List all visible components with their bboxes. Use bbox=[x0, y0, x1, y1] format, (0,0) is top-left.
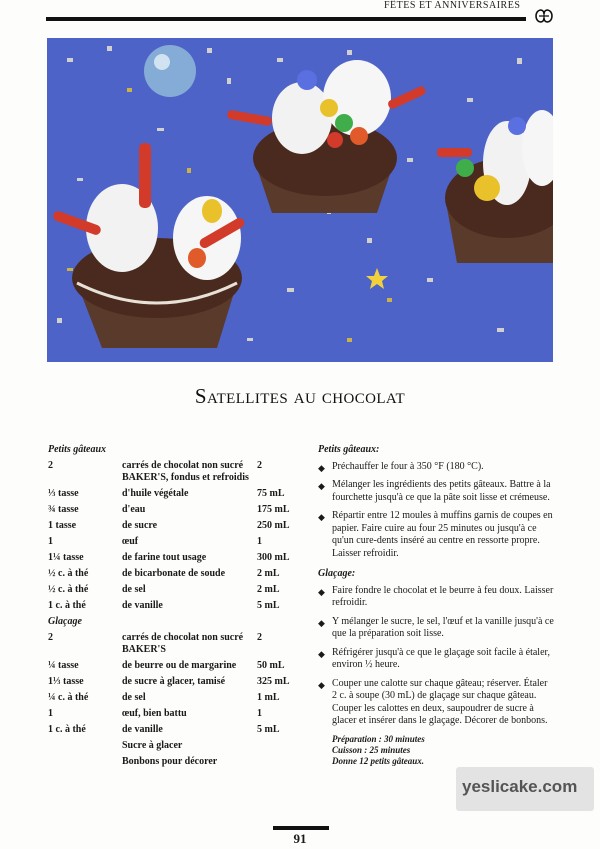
ingredient-name: œuf, bien battu bbox=[122, 708, 187, 719]
ingredient-qty: ½ c. à thé bbox=[48, 584, 89, 595]
step-text: Y mélanger le sucre, le sel, l'œuf et la vanille jusqu'à ce que la préparation soit lisse. bbox=[332, 615, 554, 639]
ingredient-qty: 1 c. à thé bbox=[48, 724, 86, 735]
ingredient-name: carrés de chocolat non sucré BAKER'S, fondus et refroidis bbox=[122, 460, 249, 483]
ingredient-row bbox=[48, 692, 306, 704]
ingredient-qty: 1¼ tasse bbox=[48, 552, 84, 563]
cakes-ingredients-list bbox=[48, 460, 306, 612]
glaze-ingredients-list bbox=[48, 632, 306, 768]
ingredient-qty: ½ c. à thé bbox=[48, 568, 89, 579]
ingredient-metric: 175 mL bbox=[257, 504, 290, 515]
ingredient-name: Bonbons pour décorer bbox=[122, 756, 218, 767]
ingredient-qty: 1 bbox=[48, 536, 53, 547]
direction-step bbox=[318, 616, 554, 641]
ingredient-qty: 2 bbox=[48, 632, 53, 643]
section-title: FÊTES ET ANNIVERSAIRES bbox=[384, 0, 521, 11]
cook-time: Cuisson : 25 minutes bbox=[332, 744, 411, 755]
ingredient-qty: ⅓ tasse bbox=[48, 488, 79, 499]
ingredient-row bbox=[48, 520, 306, 532]
ingredient-name: de farine tout usage bbox=[122, 552, 207, 563]
ingredient-name: de sucre à glacer, tamisé bbox=[122, 676, 226, 687]
ingredient-name: de sel bbox=[122, 584, 146, 595]
ingredient-name: Sucre à glacer bbox=[122, 740, 183, 751]
ingredient-metric: 75 mL bbox=[257, 488, 285, 499]
ingredient-name: d'huile végétale bbox=[122, 488, 189, 499]
recipe-meta bbox=[332, 734, 554, 767]
ingredient-metric: 300 mL bbox=[257, 552, 290, 563]
ingredient-row bbox=[48, 568, 306, 580]
ingredient-row bbox=[48, 488, 306, 500]
bullet-diamond-icon: ◆ bbox=[318, 481, 325, 491]
fleuron-ornament-icon bbox=[533, 5, 555, 27]
header-rule bbox=[46, 17, 526, 21]
ingredient-qty: ¼ c. à thé bbox=[48, 692, 89, 703]
glaze-ingredients-heading: Glaçage bbox=[48, 616, 82, 627]
bullet-diamond-icon: ◆ bbox=[318, 648, 325, 659]
step-text: Préchauffer le four à 350 °F (180 °C). bbox=[332, 460, 484, 472]
ingredient-row bbox=[48, 708, 306, 720]
ingredient-row bbox=[48, 756, 306, 768]
direction-step bbox=[318, 647, 554, 672]
step-text: Couper une calotte sur chaque gâteau; réserver. Étaler 2 c. à soupe (30 mL) de glaçage sur chaque gâteau. Couper les calottes en deux, saupoudrer de sucre à glacer et insérer dans le glaçage. Décorer de bonbons. bbox=[332, 677, 548, 726]
prep-time: Préparation : 30 minutes bbox=[332, 733, 425, 744]
step-text: Réfrigérer jusqu'à ce que le glaçage soit facile à étaler, environ ½ heure. bbox=[332, 646, 550, 670]
bullet-diamond-icon: ◆ bbox=[318, 617, 325, 628]
ingredient-name: de sel bbox=[122, 692, 146, 703]
directions-column bbox=[318, 444, 554, 767]
bullet-diamond-icon: ◆ bbox=[318, 512, 325, 522]
recipe-title: Satellites au chocolat bbox=[194, 384, 406, 408]
step-text: Faire fondre le chocolat et le beurre à feu doux. Laisser refroidir. bbox=[332, 584, 554, 608]
ingredient-name: de bicarbonate de soude bbox=[122, 568, 226, 579]
ingredient-row bbox=[48, 740, 306, 752]
ingredient-metric: 50 mL bbox=[257, 660, 285, 671]
recipe-photo bbox=[47, 38, 553, 362]
bullet-diamond-icon: ◆ bbox=[318, 586, 325, 597]
ingredient-metric: 5 mL bbox=[257, 600, 280, 611]
ingredient-row bbox=[48, 536, 306, 548]
ingredient-name: œuf bbox=[122, 536, 139, 547]
ingredient-qty: 1⅓ tasse bbox=[48, 676, 84, 687]
direction-step bbox=[318, 479, 554, 504]
ingredient-qty: 1 c. à thé bbox=[48, 600, 86, 611]
step-text: Mélanger les ingrédients des petits gâteaux. Battre à la fourchette jusqu'à ce que la pâte soit lisse et crémeuse. bbox=[332, 479, 551, 503]
ingredient-metric: 1 bbox=[257, 708, 262, 719]
ingredient-row bbox=[48, 632, 306, 656]
ingredient-row bbox=[48, 600, 306, 612]
ingredient-qty: ¾ tasse bbox=[48, 504, 79, 515]
ingredient-row bbox=[48, 660, 306, 672]
ingredient-metric: 2 bbox=[257, 460, 262, 471]
ingredient-name: de vanille bbox=[122, 600, 163, 611]
ingredient-row bbox=[48, 584, 306, 596]
watermark-badge bbox=[456, 767, 594, 811]
ingredient-metric: 2 mL bbox=[257, 584, 280, 595]
ingredient-name: d'eau bbox=[122, 504, 146, 515]
ingredient-metric: 1 mL bbox=[257, 692, 280, 703]
ingredient-metric: 1 bbox=[257, 536, 262, 547]
ingredients-column bbox=[48, 444, 306, 772]
ingredient-row bbox=[48, 460, 306, 484]
ingredient-metric: 2 mL bbox=[257, 568, 280, 579]
glaze-steps-list bbox=[318, 585, 554, 728]
page-number: 91 bbox=[293, 831, 307, 846]
ingredient-qty: 1 bbox=[48, 708, 53, 719]
ingredient-name: de vanille bbox=[122, 724, 163, 735]
ingredient-qty: 2 bbox=[48, 460, 53, 471]
cakes-steps-list bbox=[318, 461, 554, 561]
direction-step bbox=[318, 585, 554, 610]
ingredient-row bbox=[48, 552, 306, 564]
ingredient-name: de beurre ou de margarine bbox=[122, 660, 237, 671]
direction-step bbox=[318, 510, 554, 560]
ingredient-qty: ¼ tasse bbox=[48, 660, 79, 671]
ingredient-metric: 325 mL bbox=[257, 676, 290, 687]
ingredient-name: carrés de chocolat non sucré BAKER'S bbox=[122, 632, 244, 655]
bullet-diamond-icon: ◆ bbox=[318, 462, 325, 473]
page-number-rule bbox=[273, 826, 329, 830]
ingredient-metric: 250 mL bbox=[257, 520, 290, 531]
step-text: Répartir entre 12 moules à muffins garnis de coupes en papier. Faire cuire au four 25 minutes ou jusqu'à ce qu'un cure-dents inséré au centre en ressorte propre. Laisser refroidir. bbox=[332, 510, 553, 559]
ingredient-metric: 5 mL bbox=[257, 724, 280, 735]
cakes-directions-heading: Petits gâteaux: bbox=[318, 444, 380, 455]
cupcakes-illustration bbox=[47, 38, 553, 362]
ingredient-metric: 2 bbox=[257, 632, 262, 643]
glaze-directions-heading: Glaçage: bbox=[318, 568, 356, 579]
cakes-ingredients-heading: Petits gâteaux bbox=[48, 444, 107, 455]
watermark-text: yeslicake.com bbox=[462, 777, 578, 796]
ingredient-qty: 1 tasse bbox=[48, 520, 77, 531]
ingredient-row bbox=[48, 724, 306, 736]
yield: Donne 12 petits gâteaux. bbox=[332, 755, 425, 766]
direction-step bbox=[318, 461, 554, 474]
direction-step bbox=[318, 678, 554, 728]
ingredient-name: de sucre bbox=[122, 520, 158, 531]
ingredient-row bbox=[48, 504, 306, 516]
ingredient-row bbox=[48, 676, 306, 688]
bullet-diamond-icon: ◆ bbox=[318, 679, 325, 690]
